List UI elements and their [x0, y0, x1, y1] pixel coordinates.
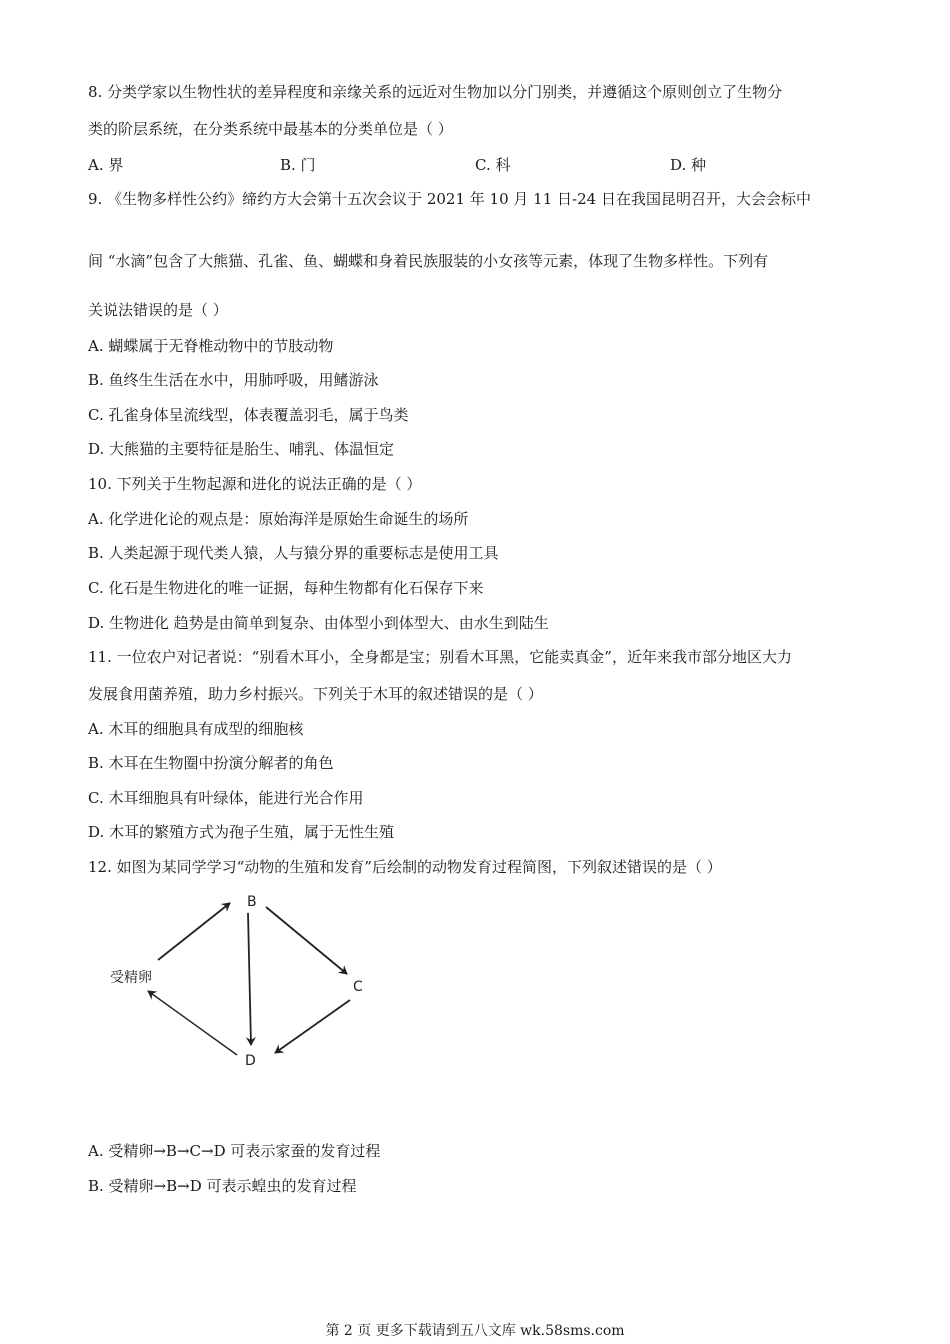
q10-option-b: B. 人类起源于现代类人猿，人与猿分界的重要标志是使用工具	[88, 544, 499, 562]
q9-stem-line2: 间 “水滴”包含了大熊猫、孔雀、鱼、蝴蝶和身着民族服装的小女孩等元素，体现了生物多样性。下列有	[88, 252, 769, 270]
q8-stem-line1: 8. 分类学家以生物性状的差异程度和亲缘关系的远近对生物加以分门别类，并遵循这个原则创立了生物分	[88, 83, 783, 101]
q8-stem-line2: 类的阶层系统，在分类系统中最基本的分类单位是（ ）	[88, 120, 453, 138]
q11-option-d: D. 木耳的繁殖方式为孢子生殖，属于无性生殖	[88, 823, 395, 841]
q10-option-c: C. 化石是生物进化的唯一证据，每种生物都有化石保存下来	[88, 579, 484, 597]
q12-option-a: A. 受精卵→B→C→D 可表示家蚕的发育过程	[88, 1142, 381, 1160]
q11-option-b: B. 木耳在生物圈中扮演分解者的角色	[88, 754, 334, 772]
q9-stem-line3: 关说法错误的是（ ）	[88, 301, 228, 319]
q8-option-b: B. 门	[280, 156, 316, 174]
q8-option-d: D. 种	[670, 156, 707, 174]
q10-stem: 10. 下列关于生物起源和进化的说法正确的是（ ）	[88, 475, 422, 493]
development-cycle-diagram	[100, 885, 390, 1075]
q8-option-a: A. 界	[88, 156, 124, 174]
q10-option-a: A. 化学进化论的观点是：原始海洋是原始生命诞生的场所	[88, 510, 469, 528]
q9-option-b: B. 鱼终生生活在水中，用肺呼吸，用鳍游泳	[88, 371, 379, 389]
q9-stem-line1: 9. 《生物多样性公约》缔约方大会第十五次会议于 2021 年 10 月 11 日-24 日在我国昆明召开，大会会标中	[88, 190, 811, 208]
q11-option-c: C. 木耳细胞具有叶绿体，能进行光合作用	[88, 789, 364, 807]
q11-stem-line1: 11. 一位农户对记者说：“别看木耳小，全身都是宝；别看木耳黑，它能卖真金”，近年来我市部分地区大力	[88, 648, 792, 666]
q9-option-a: A. 蝴蝶属于无脊椎动物中的节肢动物	[88, 337, 334, 355]
q9-option-d: D. 大熊猫的主要特征是胎生、哺乳、体温恒定	[88, 440, 395, 458]
arrow-b-to-d	[248, 913, 251, 1045]
q9-option-c: C. 孔雀身体呈流线型，体表覆盖羽毛，属于鸟类	[88, 406, 409, 424]
q12-option-b: B. 受精卵→B→D 可表示蝗虫的发育过程	[88, 1177, 357, 1195]
fertilized-egg-label: 受精卵	[110, 970, 152, 986]
q8-option-c: C. 科	[475, 156, 511, 174]
arrow-egg-to-b	[158, 903, 230, 960]
stage-c-label: C	[353, 979, 363, 995]
arrow-c-to-d	[275, 1000, 350, 1053]
q8-options	[88, 155, 888, 175]
arrow-b-to-c	[266, 907, 347, 974]
q11-stem-line2: 发展食用菌养殖，助力乡村振兴。下列关于木耳的叙述错误的是（ ）	[88, 685, 543, 703]
stage-d-label: D	[245, 1053, 256, 1069]
arrow-d-to-egg	[148, 991, 237, 1055]
stage-b-label: B	[247, 894, 257, 910]
page-footer: 第 2 页 更多下载请到五八文库 wk.58sms.com	[325, 1323, 625, 1339]
q10-option-d: D. 生物进化 趋势是由简单到复杂、由体型小到体型大、由水生到陆生	[88, 614, 549, 632]
q11-option-a: A. 木耳的细胞具有成型的细胞核	[88, 720, 304, 738]
q12-stem: 12. 如图为某同学学习“动物的生殖和发育”后绘制的动物发育过程简图，下列叙述错误的是（ ）	[88, 858, 722, 876]
